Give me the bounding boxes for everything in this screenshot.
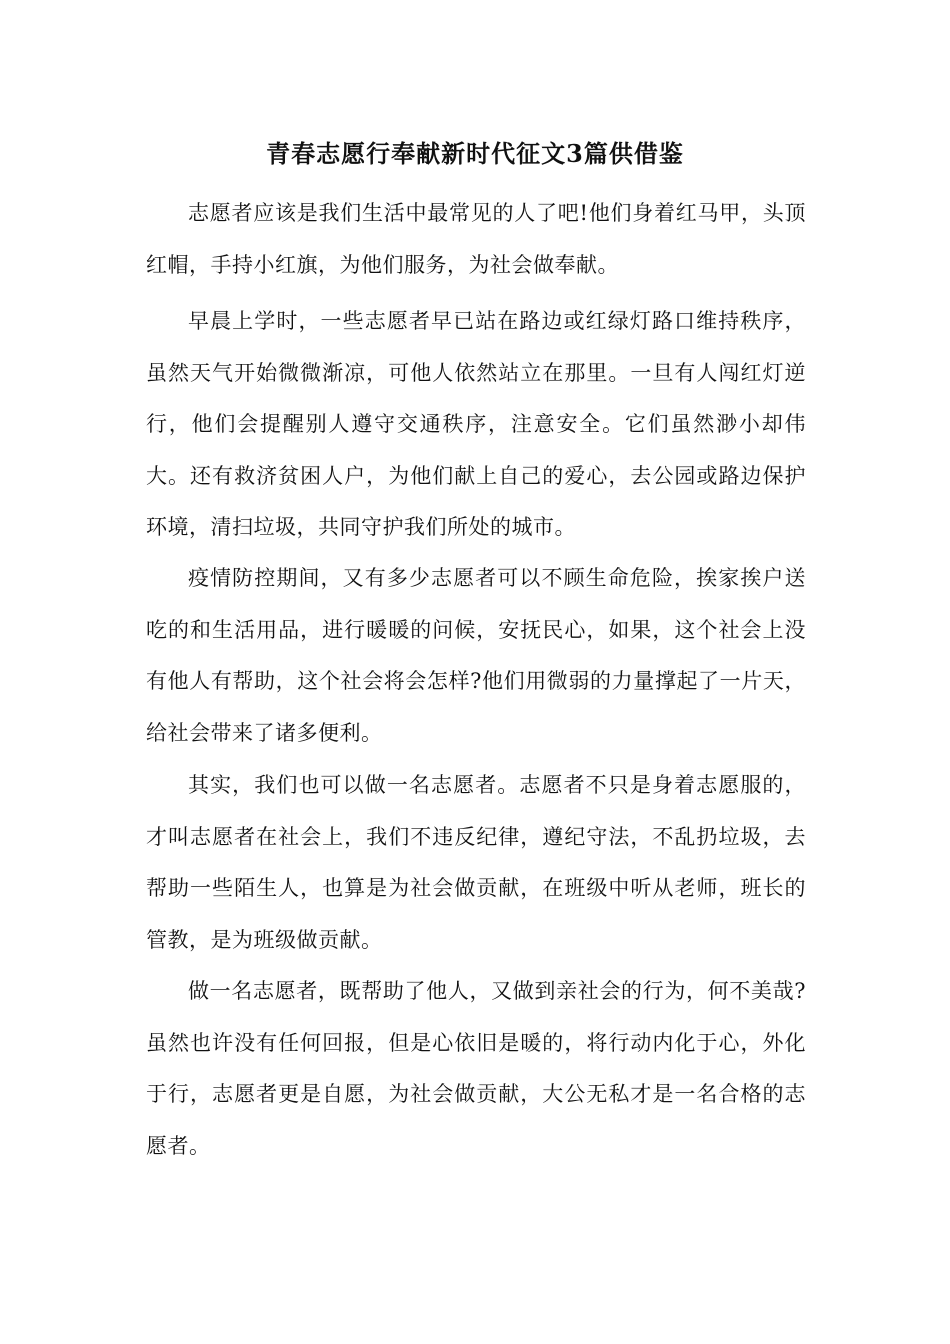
paragraph-2: 早晨上学时，一些志愿者早已站在路边或红绿灯路口维持秩序，虽然天气开始微微渐凉，可他人依然站立在那里。一旦有人闯红灯逆行，他们会提醒别人遵守交通秩序，注意安全。它们虽然渺小却伟大。还有救济贫困人户，为他们献上自己的爱心，去公园或路边保护环境，清扫垃圾，共同守护我们所处的城市。 — [146, 309, 806, 539]
document-title: 青春志愿行奉献新时代征文3篇供借鉴 — [266, 139, 684, 168]
paragraph-4: 其实，我们也可以做一名志愿者。志愿者不只是身着志愿服的，才叫志愿者在社会上，我们不违反纪律，遵纪守法，不乱扔垃圾，去帮助一些陌生人，也算是为社会做贡献，在班级中听从老师，班长的管教，是为班级做贡献。 — [146, 773, 806, 952]
paragraph-5: 做一名志愿者，既帮助了他人，又做到亲社会的行为，何不美哉?虽然也许没有任何回报，但是心依旧是暖的，将行动内化于心，外化于行，志愿者更是自愿，为社会做贡献，大公无私才是一名合格的志愿者。 — [146, 979, 806, 1158]
paragraph-1: 志愿者应该是我们生活中最常见的人了吧!他们身着红马甲，头顶红帽，手持小红旗，为他们服务，为社会做奉献。 — [146, 201, 806, 277]
paragraph-3: 疫情防控期间，又有多少志愿者可以不顾生命危险，挨家挨户送吃的和生活用品，进行暖暖的问候，安抚民心，如果，这个社会上没有他人有帮助，这个社会将会怎样?他们用微弱的力量撑起了一片天，给社会带来了诸多便利。 — [146, 566, 806, 745]
